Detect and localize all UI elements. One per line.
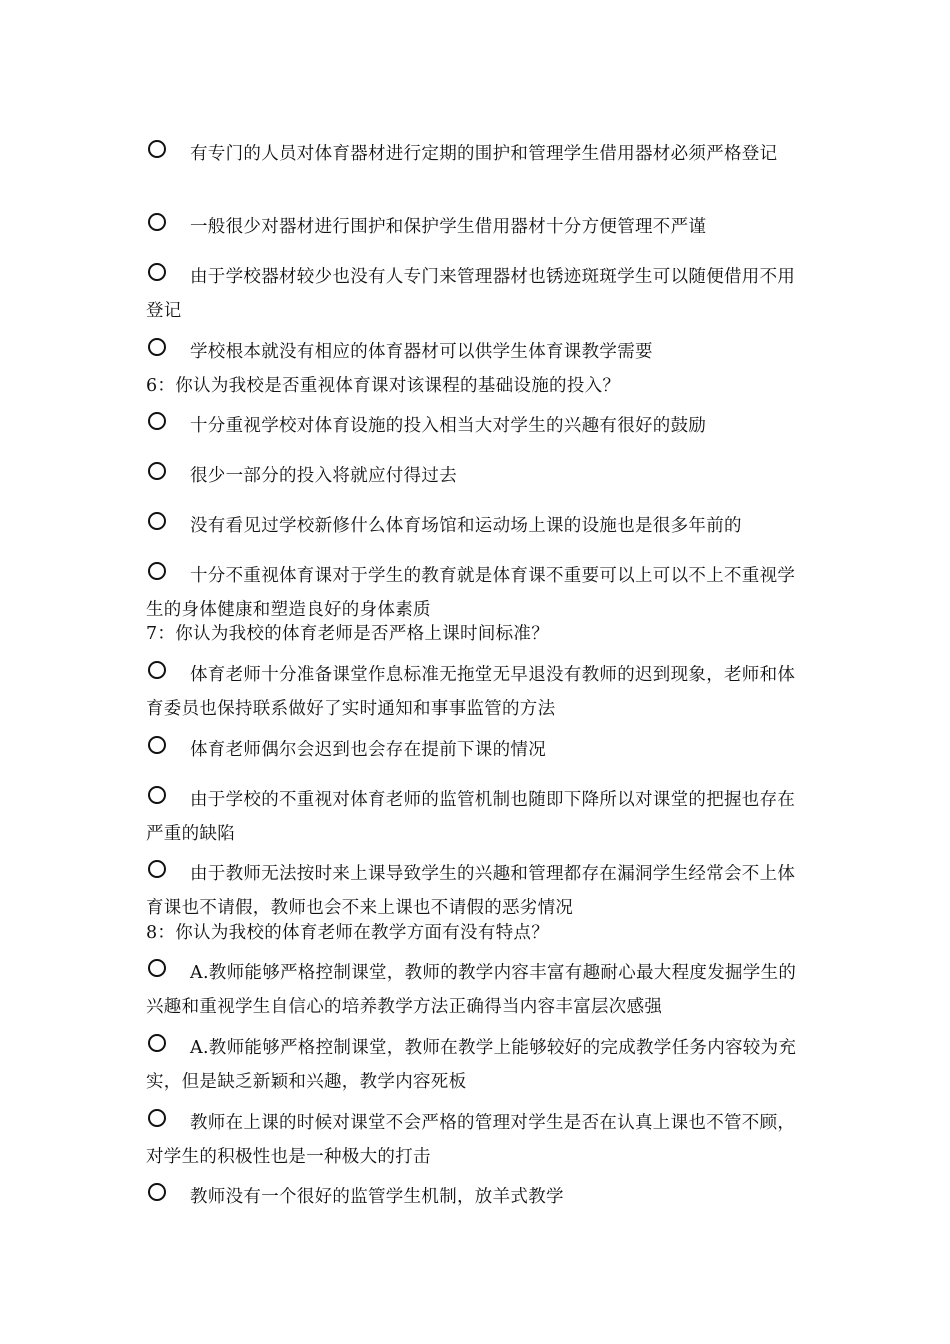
radio-button-icon[interactable]: [148, 412, 166, 430]
option-q8-c[interactable]: [146, 1106, 806, 1174]
radio-button-icon[interactable]: [148, 661, 166, 679]
option-text: 教师在上课的时候对课堂不会严格的管理对学生是否在认真上课也不管不顾，对学生的积极性也是一种极大的打击: [146, 1113, 796, 1167]
option-q8-d[interactable]: [146, 1180, 806, 1214]
radio-button-icon[interactable]: [148, 213, 166, 231]
option-text: A.教师能够严格控制课堂，教师在教学上能够较好的完成教学任务内容较为充实，但是缺乏新颖和兴趣，教学内容死板: [146, 1038, 797, 1092]
radio-button-icon[interactable]: [148, 512, 166, 530]
radio-button-icon[interactable]: [148, 786, 166, 804]
radio-button-icon[interactable]: [148, 462, 166, 480]
option-s0-a[interactable]: [146, 137, 806, 171]
option-text: A.教师能够严格控制课堂，教师的教学内容丰富有趣耐心最大程度发掘学生的兴趣和重视学生自信心的培养教学方法正确得当内容丰富层次感强: [146, 963, 797, 1017]
option-q6-c[interactable]: [146, 509, 806, 543]
option-q8-a[interactable]: [146, 956, 806, 1024]
option-q7-b[interactable]: [146, 733, 806, 767]
option-s0-b[interactable]: [146, 210, 806, 244]
option-text: 有专门的人员对体育器材进行定期的围护和管理学生借用器材必须严格登记: [190, 144, 778, 164]
radio-button-icon[interactable]: [148, 263, 166, 281]
option-q6-a[interactable]: [146, 409, 806, 443]
radio-button-icon[interactable]: [148, 1183, 166, 1201]
option-text: 由于学校器材较少也没有人专门来管理器材也锈迹斑斑学生可以随便借用不用登记: [146, 267, 796, 321]
radio-button-icon[interactable]: [148, 338, 166, 356]
option-text: 没有看见过学校新修什么体育场馆和运动场上课的设施也是很多年前的: [190, 516, 742, 536]
option-q7-a[interactable]: [146, 658, 806, 726]
radio-button-icon[interactable]: [148, 1109, 166, 1127]
option-q6-d[interactable]: [146, 559, 806, 627]
option-text: 由于学校的不重视对体育老师的监管机制也随即下降所以对课堂的把握也存在严重的缺陷: [146, 790, 796, 844]
question-7: 7：你认为我校的体育老师是否严格上课时间标准？: [146, 624, 550, 644]
option-s0-d[interactable]: [146, 335, 806, 369]
radio-button-icon[interactable]: [148, 1034, 166, 1052]
option-q7-d[interactable]: [146, 857, 806, 925]
radio-button-icon[interactable]: [148, 140, 166, 158]
option-text: 体育老师偶尔会迟到也会存在提前下课的情况: [190, 740, 546, 760]
option-text: 体育老师十分准备课堂作息标准无拖堂无早退没有教师的迟到现象，老师和体育委员也保持联系做好了实时通知和事事监管的方法: [146, 665, 796, 719]
option-text: 一般很少对器材进行围护和保护学生借用器材十分方便管理不严谨: [190, 217, 707, 237]
option-text: 学校根本就没有相应的体育器材可以供学生体育课教学需要: [190, 342, 653, 362]
option-s0-c[interactable]: [146, 260, 806, 328]
option-text: 十分不重视体育课对于学生的教育就是体育课不重要可以上可以不上不重视学生的身体健康和塑造良好的身体素质: [146, 566, 796, 620]
option-q8-b[interactable]: [146, 1031, 806, 1099]
question-8: 8：你认为我校的体育老师在教学方面有没有特点？: [146, 923, 550, 943]
radio-button-icon[interactable]: [148, 736, 166, 754]
question-6: 6：你认为我校是否重视体育课对该课程的基础设施的投入？: [146, 376, 621, 396]
option-q6-b[interactable]: [146, 459, 806, 493]
radio-button-icon[interactable]: [148, 959, 166, 977]
option-q7-c[interactable]: [146, 783, 806, 851]
option-text: 很少一部分的投入将就应付得过去: [190, 466, 457, 486]
radio-button-icon[interactable]: [148, 562, 166, 580]
option-text: 十分重视学校对体育设施的投入相当大对学生的兴趣有很好的鼓励: [190, 416, 707, 436]
radio-button-icon[interactable]: [148, 860, 166, 878]
option-text: 由于教师无法按时来上课导致学生的兴趣和管理都存在漏洞学生经常会不上体育课也不请假，教师也会不来上课也不请假的恶劣情况: [146, 864, 796, 918]
option-text: 教师没有一个很好的监管学生机制，放羊式教学: [190, 1187, 564, 1207]
